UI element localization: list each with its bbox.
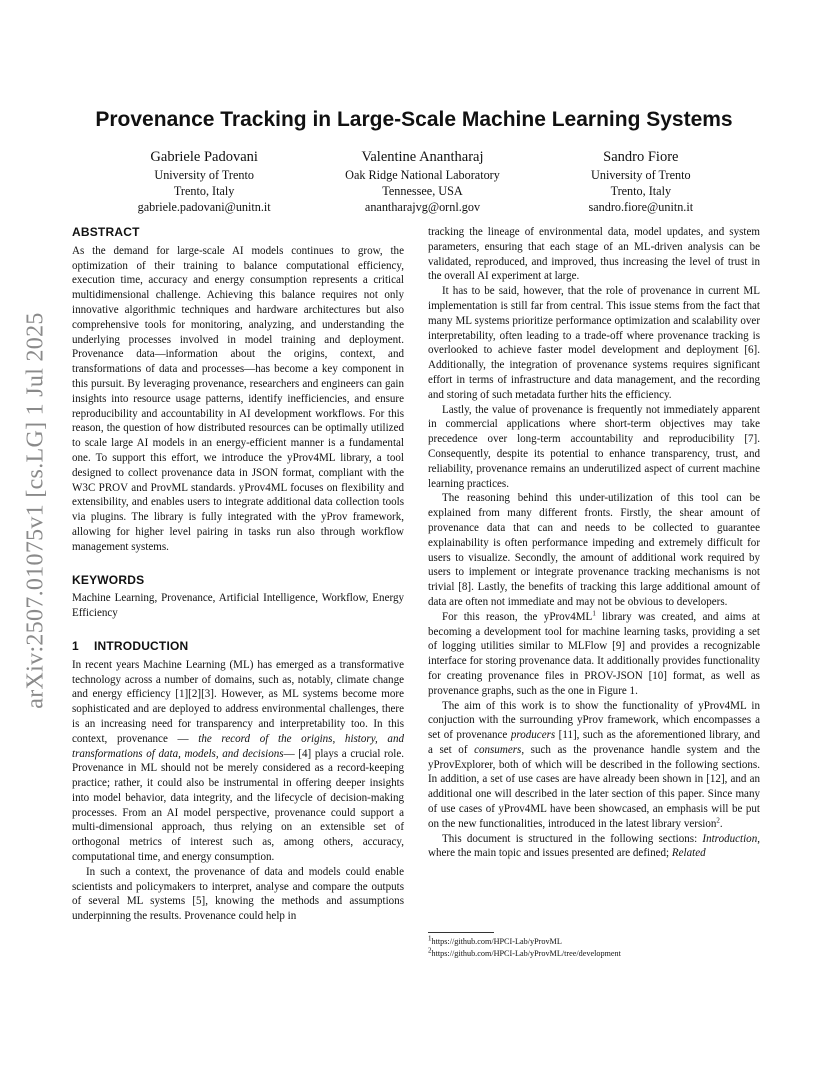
footnote-1: $^1$https://github.com/HPCI-Lab/yProvML [428, 934, 562, 946]
author-email: sandro.fiore@unitn.it [588, 200, 694, 214]
author-email: gabriele.padovani@unitn.it [137, 200, 271, 214]
arxiv-identifier [12, 300, 60, 720]
arxiv-identifier-text: arXiv:2507.01075v1 [cs.LG] 1 Jul 2025 [22, 311, 49, 709]
left-column [72, 225, 404, 924]
intro-paragraph-8: The aim of this work is to show the functionality of yProv4ML in conjuction with the surrounding yProv framework, which encompasses a set of provenance producers [11], such as the aforementioned library, and a set of consumers, such as the provenance handle system and the yProvExplorer, both of which will be described in the following sections. In addition, a set of use cases are have already been shown in [12], and an additional one will described in the later section of this paper. Since many of use cases of yProv4ML have been showcased, an emphasis will be put on the new functionalities, introduced in the latest library version$^2$. [428, 699, 760, 830]
footnotes [428, 936, 760, 960]
intro-paragraph-5: Lastly, the value of provenance is frequently not immediately apparent in commercial applications where short-term objectives may take precedence over long-term accountability and reproducibility [7]. Consequently, despite its potential to enhance transparency, trust, and reliability, provenance remains an underutilized aspect of current machine learning practices. [428, 403, 760, 490]
author-location: Trento, Italy [610, 184, 672, 198]
author-location: Tennessee, USA [382, 184, 463, 198]
intro-paragraph-7: For this reason, the $yProv4ML^1$ library was created, and aims at becoming a development tool for machine learning tasks, providing a set of logging utilities similar to MLFlow [9] and provides a recognizable interface for storing provenance data. It additionally provides functionality for creating provenance files in PROV-JSON [10] format, as well as provenance graphs, such as the one in Figure 1. [428, 609, 760, 697]
footnote-link[interactable]: https://github.com/HPCI-Lab/yProvML/tree/development [431, 949, 621, 958]
paper-title: Provenance Tracking in Large-Scale Machine Learning Systems [95, 108, 733, 131]
author-2 [313, 147, 531, 215]
footnote-ref-1: 1 [592, 609, 596, 618]
footnote-2: $^2$https://github.com/HPCI-Lab/yProvML/tree/development [428, 946, 621, 958]
section-number: 1 [72, 638, 79, 653]
author-1 [95, 147, 313, 215]
right-column [428, 225, 760, 861]
abstract-text: As the demand for large-scale AI models continues to grow, the optimization of their training to balance computational efficiency, execution time, accuracy and energy consumption represents a critical multidimensional challenge. Achieving this balance requires not only innovative algorithmic techniques and hardware architectures but also comprehensive tools for monitoring, analyzing, and understanding the underlying processes involved in model training and deployment. Provenance data—information about the origins, context, and transformations of data and processes—has become a key component in this pursuit. By leveraging provenance, researchers and engineers can gain insights into resource usage patterns, identify inefficiencies, and ensure reproducibility and accountability in AI development workflows. For this reason, the question of how distributed resources can be optimally utilized to scale large AI models in an energy-efficient manner is a fundamental one. To support this effort, we introduce the yProv4ML library, a tool designed to collect provenance data in JSON format, compliant with the W3C PROV and ProvML standards. yProv4ML focuses on flexibility and extensibility, and enables users to integrate additional data collection tools via plugins. The library is fully integrated with the yProv framework, allowing for higher level pairing in tasks run also through workflow management systems. [72, 244, 404, 553]
intro-paragraph-1: In recent years Machine Learning (ML) has emerged as a transformative technology across a number of domains, such as, notably, climate change and energy efficiency [1][2][3]. However, as ML systems become more sophisticated and are deployed to address environmental challenges, there is an increasing need for transparency and interpretability too. In this context, provenance — the record of the origins, history, and transformations of data, models, and decisions— [4] plays a crucial role. Provenance in ML should not be merely considered as a record-keeping practice; rather, it could also be instrumental in offering deeper insights into model behavior, data integrity, and the lifecycle of decision-making processes. From an AI model perspective, provenance could support a multi-dimensional approach, thus relying on an extensible set of orthogonal metrics of interest such as, among others, accuracy, computational time, and energy consumption. [72, 658, 404, 864]
section-title: INTRODUCTION [94, 638, 189, 653]
intro-paragraph-4: It has to be said, however, that the role of provenance in current ML implementation is still far from central. This issue stems from the fact that many ML systems prioritize performance optimization and scalability over interpretability, often leading to a trade-off where provenance tracking is overlooked to achieve faster model development and deployment [6]. Additionally, the integration of provenance systems requires significant effort in terms of infrastructure and data management, and the recording and storing of such metadata further hits the efficiency. [428, 285, 760, 401]
author-location: Trento, Italy [173, 184, 235, 198]
author-affiliation: University of Trento [591, 168, 691, 182]
footnote-ref-2: 2 [716, 816, 720, 825]
author-name: Valentine Anantharaj [361, 149, 484, 165]
intro-paragraph-2: In such a context, the provenance of data and models could enable scientists and policymakers to interpret, analyse and compare the outputs of several ML systems [5], knowing the methods and assumptions underpinning the results. Provenance could help in [72, 865, 404, 923]
intro-paragraph-3: tracking the lineage of environmental data, model updates, and system parameters, ensuring that each stage of an ML-driven analysis can be validated, reproduced, and improved, thus increasing the level of trust in the overall AI experiment at large. [428, 226, 760, 283]
introduction-heading [72, 639, 404, 654]
author-affiliation: Oak Ridge National Laboratory [345, 168, 500, 182]
provenance-definition: the record of the origins, history, and transformations of data, models, and decisions [72, 732, 404, 760]
author-name: Gabriele Padovani [150, 149, 258, 165]
intro-paragraph-6: The reasoning behind this under-utilization of this tool can be explained from many different fronts. Firstly, the shear amount of provenance data that can and needs to be collected to guarantee explainability is often performance impeding and extremely difficult for users to visualize. Secondly, the amount of additional work required by users to implement or integrate provenance tracking mechanisms is not trivial [8]. Lastly, the benefits of tracking this large additional amount of data are often not immediate and may not be obvious to developers. [428, 492, 760, 608]
keywords-heading: KEYWORDS [72, 572, 145, 587]
footnote-divider [428, 932, 494, 933]
abstract-heading: ABSTRACT [72, 225, 140, 239]
footnote-link[interactable]: https://github.com/HPCI-Lab/yProvML [431, 937, 562, 946]
author-email: anantharajvg@ornl.gov [364, 200, 481, 214]
keywords-text: Machine Learning, Provenance, Artificial Intelligence, Workflow, Energy Efficiency [72, 592, 404, 620]
author-block [95, 147, 750, 215]
author-3 [532, 147, 750, 215]
author-name: Sandro Fiore [603, 149, 679, 165]
intro-paragraph-9: This document is structured in the following sections: Introduction, where the main topic and issues presented are defined; Related [428, 832, 760, 860]
author-affiliation: University of Trento [154, 168, 254, 182]
